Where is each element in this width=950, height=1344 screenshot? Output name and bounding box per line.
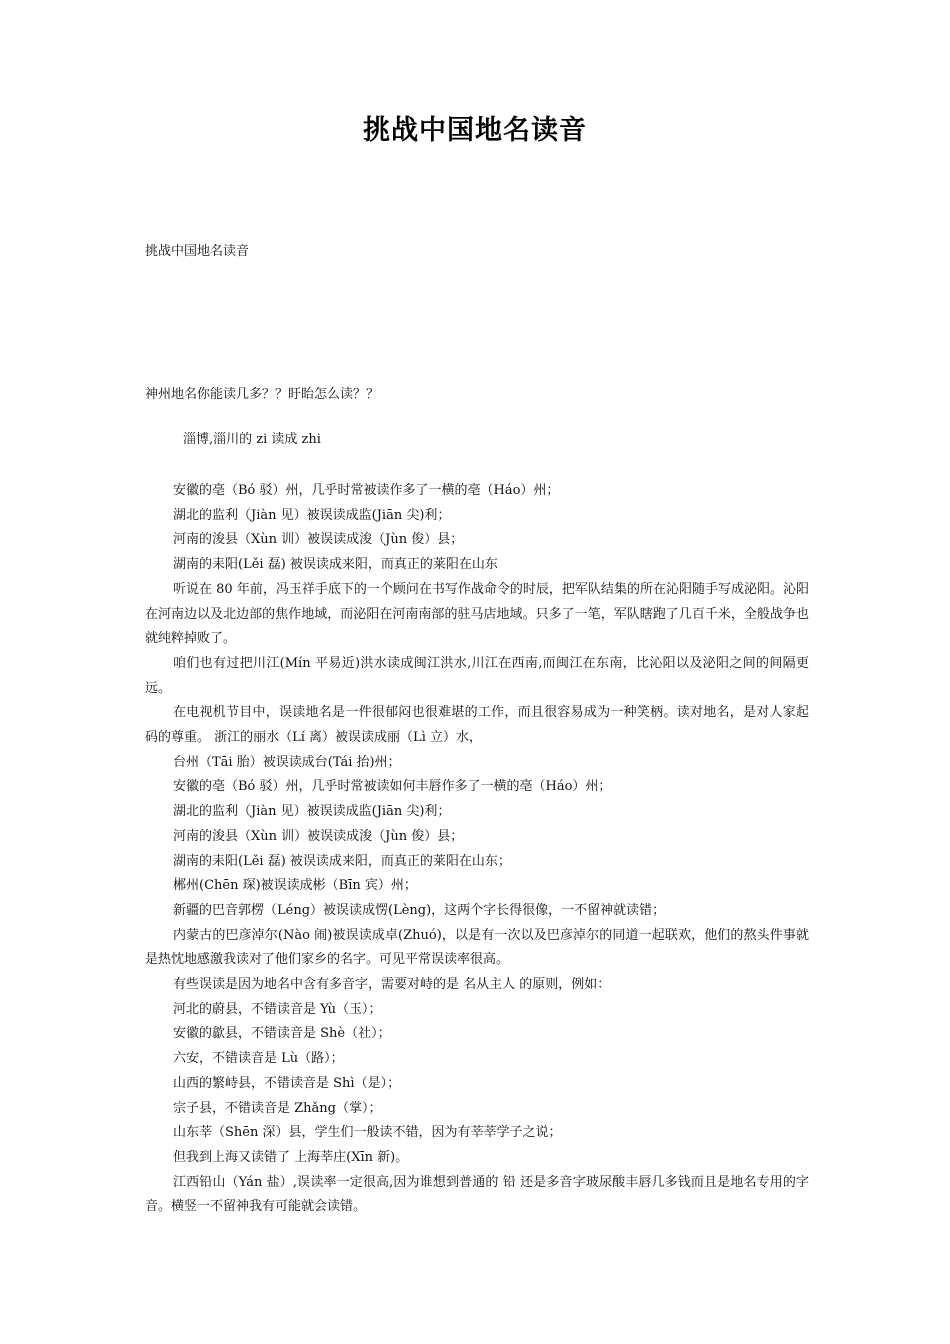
paragraph: 安徽的亳（Bó 驳）州，几乎时常被读作多了一横的亳（Háo）州； <box>173 483 560 498</box>
paragraph: 台州（Tāi 胎）被误读成台(Tái 抬)州； <box>173 754 401 770</box>
paragraph: 河南的浚县（Xùn 训）被误读成浚（Jùn 俊）县； <box>173 828 464 844</box>
paragraph: 湖南的耒阳(Lěi 磊) 被误读成来阳，而真正的莱阳在山东 <box>173 557 498 573</box>
paragraph: 安徽的歙县，不错读音是 Shè（社）； <box>173 1026 391 1042</box>
paragraph: 听说在 80 年前，冯玉祥手底下的一个顾问在书写作战命令的时辰，把军队结集的所在沁阳随手写成泌阳。沁阳在河南边以及北边部的焦作地域，而泌阳在河南南部的驻马店地域。只多了一笔，军队瞎跑了几百千米，全般战争也就纯粹掉败了。 <box>145 581 809 647</box>
paragraph: 河北的蔚县，不错读音是 Yù（玉）； <box>173 1001 382 1017</box>
paragraph: 咱们也有过把川江(Mín 平易近)洪水读成闽江洪水,川江在西南,而闽江在东南，比沁阳以及泌阳之间的间隔更远。 <box>145 655 809 696</box>
paragraph: 宗子县，不错读音是 Zhǎng（掌）； <box>173 1100 382 1116</box>
paragraph: 郴州(Chēn 琛)被误读成彬（Bīn 宾）州； <box>173 878 417 894</box>
paragraph: 在电视机节目中，误读地名是一件很郁闷也很难堪的工作，而且很容易成为一种笑柄。读对地名，是对人家起码的尊重。 浙江的丽水（Lí 离）被误读成丽（Lì 立）水， <box>145 705 809 746</box>
paragraph: 湖南的耒阳(Lěi 磊) 被误读成来阳，而真正的莱阳在山东； <box>173 853 511 869</box>
paragraph: 内蒙古的巴彦淖尔(Nào 闹)被误读成卓(Zhuó)，以是有一次以及巴彦淖尔的同道一起联欢，他们的熬头件事就是热忱地感激我读对了他们家乡的名字。可见平常误读率很高。 <box>145 927 809 968</box>
document-title: 挑战中国地名读音 <box>363 115 587 146</box>
paragraph: 江西铅山（Yán 盐）,误读率一定很高,因为谁想到普通的 铅 还是多音字玻尿酸丰唇几多钱而且是地名专用的字音。横竖一不留神我有可能就会读错。 <box>145 1174 809 1215</box>
paragraph: 山西的繁峙县，不错读音是 Shì（是）； <box>173 1075 401 1091</box>
paragraph: 新疆的巴音郭楞（Léng）被误读成愣(Lèng)，这两个字长得很像，一不留神就读错； <box>173 902 666 918</box>
paragraph: 安徽的亳（Bó 驳）州，几乎时常被读如何丰唇作多了一横的亳（Háo）州； <box>173 779 612 795</box>
intro-note: 淄博,淄川的 zi 读成 zhi <box>183 432 321 447</box>
paragraph: 但我到上海又读错了 上海莘庄(Xīn 新)。 <box>173 1149 409 1165</box>
paragraph: 湖北的监利（Jiàn 见）被误读成监(Jiān 尖)利； <box>173 507 451 523</box>
paragraph: 湖北的监利（Jiàn 见）被误读成监(Jiān 尖)利； <box>173 804 451 820</box>
article-body <box>145 479 809 1220</box>
paragraph: 河南的浚县（Xùn 训）被误读成浚（Jùn 俊）县； <box>173 532 464 548</box>
document-subtitle: 挑战中国地名读音 <box>145 244 250 259</box>
paragraph: 有些误读是因为地名中含有多音字，需要对峙的是 名从主人 的原则，例如： <box>173 977 611 993</box>
intro-question: 神州地名你能读几多？？盱眙怎么读？？ <box>145 387 380 402</box>
paragraph: 六安，不错读音是 Lù（路）； <box>173 1051 344 1067</box>
paragraph: 山东莘（Shēn 深）县，学生们一般读不错，因为有莘莘学子之说； <box>173 1125 562 1141</box>
